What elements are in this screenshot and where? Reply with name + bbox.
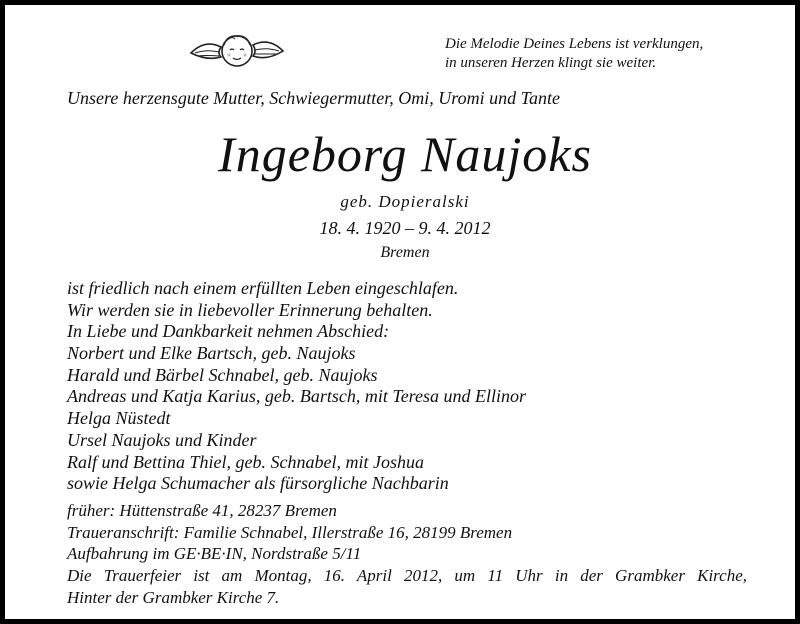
motto-line: in unseren Herzen klingt sie weiter. [445, 55, 657, 71]
laying-out-info: Aufbahrung im GE·BE·IN, Nordstraße 5/11 [67, 544, 362, 564]
former-address: früher: Hüttenstraße 41, 28237 Bremen [67, 501, 337, 520]
mourning-address: Traueranschrift: Familie Schnabel, Illerstraße 16, 28199 Bremen [67, 522, 513, 542]
text-line: Wir werden sie in liebevoller Erinnerung behalten. [67, 299, 433, 320]
motto-verse [445, 35, 785, 73]
funeral-info [67, 500, 747, 608]
motto-line: Die Melodie Deines Lebens ist verklungen, [445, 36, 704, 52]
deceased-name: Ingeborg Naujoks [218, 126, 592, 182]
mourner-line: Helga Nüstedt [67, 408, 171, 429]
mourner-line: sowie Helga Schumacher als fürsorgliche Nachbarin [67, 473, 449, 494]
service-info: Die Trauerfeier ist am Montag, 16. April 2012, um 11 Uhr in der Grambker Kirche, [67, 566, 747, 586]
mourner-line: Norbert und Elke Bartsch, geb. Naujoks [67, 343, 356, 364]
cherub-angel-icon [187, 27, 287, 75]
service-address: Hinter der Grambker Kirche 7. [67, 587, 280, 607]
place: Bremen [380, 244, 430, 261]
life-dates: 18. 4. 1920 – 9. 4. 2012 [319, 218, 491, 238]
mourner-line: Harald und Bärbel Schnabel, geb. Naujoks [67, 364, 378, 385]
mourner-line: Ursel Naujoks und Kinder [67, 429, 257, 450]
mourners-text [67, 278, 526, 495]
text-line: In Liebe und Dankbarkeit nehmen Abschied: [67, 321, 390, 342]
intro-line: Unsere herzensgute Mutter, Schwiegermutter, Omi, Uromi und Tante [67, 88, 560, 108]
mourner-line: Ralf und Bettina Thiel, geb. Schnabel, mit Joshua [67, 451, 424, 472]
birth-name: geb. Dopieralski [340, 192, 470, 211]
text-line: ist friedlich nach einem erfüllten Leben eingeschlafen. [67, 278, 459, 298]
mourner-line: Andreas und Katja Karius, geb. Bartsch, mit Teresa und Ellinor [67, 386, 527, 407]
